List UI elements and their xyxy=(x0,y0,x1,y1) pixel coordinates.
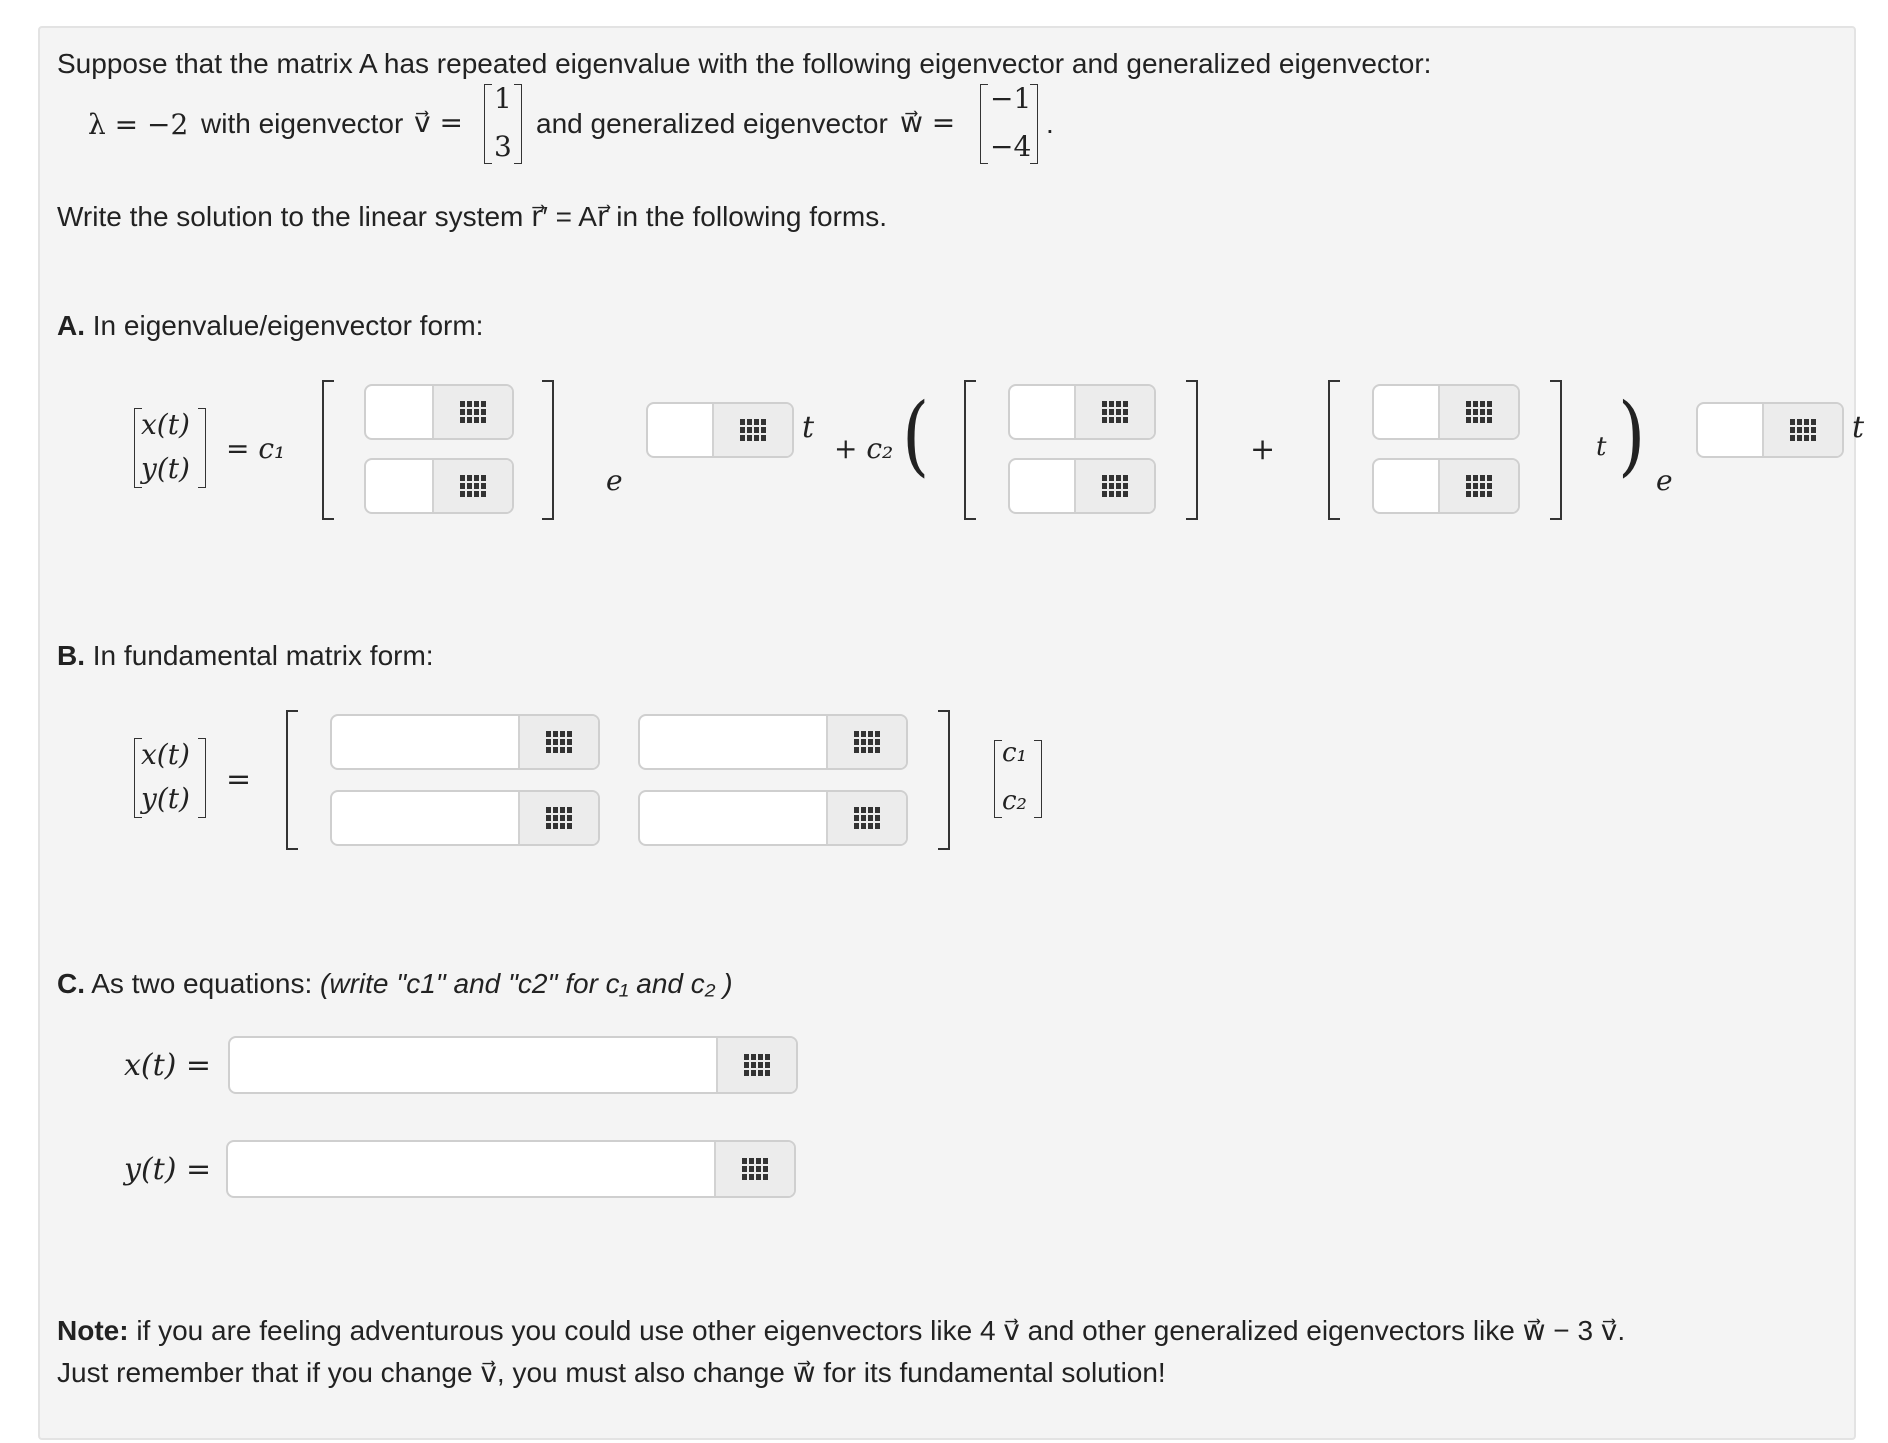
a-e-2: e xyxy=(1656,464,1673,497)
a-vec3-top-field[interactable] xyxy=(1372,384,1520,440)
v-vector-symbol: v⃗ = xyxy=(414,106,463,139)
intro-line-1: Suppose that the matrix A has repeated eigenvalue with the following eigenvector and generalized eigenvector: xyxy=(57,48,1432,79)
keyboard-button[interactable] xyxy=(826,792,906,844)
v-entry-2: 3 xyxy=(494,130,512,163)
a-lhs-y: y(t) xyxy=(141,452,190,485)
keyboard-button[interactable] xyxy=(1762,404,1842,456)
c-y-label: y(t) = xyxy=(124,1152,212,1187)
b-m22-input[interactable] xyxy=(640,792,832,844)
a-lhs-bracket-right xyxy=(198,408,206,488)
note-line-1: Note: if you are feeling adventurous you could use other eigenvectors like 4 v⃗ and other generalized eigenvectors like w⃗ − 3 v⃗. xyxy=(57,1315,1626,1346)
a-vec2-bottom-field[interactable] xyxy=(1008,458,1156,514)
b-m21-field[interactable] xyxy=(330,790,600,846)
w-entry-1: −1 xyxy=(990,82,1032,115)
grid-keyboard-icon xyxy=(740,419,766,441)
w-vector-symbol: w⃗ = xyxy=(900,106,956,139)
c-x-field[interactable] xyxy=(228,1036,798,1094)
a-vec2-bottom-input[interactable] xyxy=(1010,460,1080,512)
a-exp2-field[interactable] xyxy=(1696,402,1844,458)
b-lhs-bracket-right xyxy=(198,738,206,818)
v-bracket-left xyxy=(484,84,492,164)
w-bracket-right xyxy=(1030,84,1038,164)
lambda-expression: λ = −2 xyxy=(88,108,189,141)
a-paren-right: ) xyxy=(1618,383,1646,487)
a-vec3-bottom-field[interactable] xyxy=(1372,458,1520,514)
keyboard-button[interactable] xyxy=(716,1038,796,1092)
b-lhs-y: y(t) xyxy=(141,782,190,815)
a-vec1-bracket-left xyxy=(322,380,334,520)
b-eq: = xyxy=(226,762,252,797)
a-t-2: t xyxy=(1852,410,1865,445)
b-c2: c₂ xyxy=(1002,786,1027,816)
b-m12-field[interactable] xyxy=(638,714,908,770)
grid-keyboard-icon xyxy=(854,731,880,753)
a-vec3-bracket-left xyxy=(1328,380,1340,520)
grid-keyboard-icon xyxy=(854,807,880,829)
keyboard-button[interactable] xyxy=(432,460,512,512)
a-vec3-bracket-right xyxy=(1550,380,1562,520)
c-x-input[interactable] xyxy=(230,1038,722,1092)
a-e-1: e xyxy=(606,464,623,497)
keyboard-button[interactable] xyxy=(1074,460,1154,512)
part-b-heading: B. In fundamental matrix form: xyxy=(57,640,434,671)
b-m22-field[interactable] xyxy=(638,790,908,846)
keyboard-button[interactable] xyxy=(826,716,906,768)
b-matrix-bracket-left xyxy=(286,710,298,850)
a-vec2-top-input[interactable] xyxy=(1010,386,1080,438)
part-c-heading: C. As two equations: (write "c1" and "c2" for c₁ and c₂ ) xyxy=(57,968,733,999)
b-matrix-bracket-right xyxy=(938,710,950,850)
grid-keyboard-icon xyxy=(1102,475,1128,497)
a-vec2-top-field[interactable] xyxy=(1008,384,1156,440)
note-line-2: Just remember that if you change v⃗, you must also change w⃗ for its fundamental solution! xyxy=(57,1357,1166,1388)
part-a-heading: A. In eigenvalue/eigenvector form: xyxy=(57,310,484,341)
w-bracket-left xyxy=(980,84,988,164)
a-lhs-x: x(t) xyxy=(141,408,190,441)
grid-keyboard-icon xyxy=(744,1054,770,1076)
c-x-label: x(t) = xyxy=(124,1048,212,1083)
grid-keyboard-icon xyxy=(1466,401,1492,423)
grid-keyboard-icon xyxy=(742,1158,768,1180)
c-y-input[interactable] xyxy=(228,1142,720,1196)
b-m11-field[interactable] xyxy=(330,714,600,770)
a-vec1-bottom-input[interactable] xyxy=(366,460,438,512)
grid-keyboard-icon xyxy=(460,475,486,497)
a-exp1-input[interactable] xyxy=(648,404,718,456)
grid-keyboard-icon xyxy=(1102,401,1128,423)
b-c-bracket-right xyxy=(1034,740,1042,818)
a-paren-left: ( xyxy=(902,383,930,487)
a-eq-c1: = c₁ xyxy=(226,432,286,465)
grid-keyboard-icon xyxy=(546,731,572,753)
keyboard-button[interactable] xyxy=(518,716,598,768)
v-bracket-right xyxy=(514,84,522,164)
b-m12-input[interactable] xyxy=(640,716,832,768)
v-entry-1: 1 xyxy=(494,82,512,115)
keyboard-button[interactable] xyxy=(518,792,598,844)
a-vec1-top-input[interactable] xyxy=(366,386,438,438)
grid-keyboard-icon xyxy=(1466,475,1492,497)
a-t-small: t xyxy=(1596,432,1607,462)
grid-keyboard-icon xyxy=(460,401,486,423)
keyboard-button[interactable] xyxy=(712,404,792,456)
grid-keyboard-icon xyxy=(546,807,572,829)
intro-period: . xyxy=(1046,108,1054,139)
a-plus: + xyxy=(1250,432,1276,467)
a-vec1-bottom-field[interactable] xyxy=(364,458,514,514)
b-c-bracket-left xyxy=(994,740,1002,818)
keyboard-button[interactable] xyxy=(1438,386,1518,438)
with-eigenvector-label: with eigenvector xyxy=(201,108,404,139)
w-entry-2: −4 xyxy=(990,130,1032,163)
b-c1: c₁ xyxy=(1002,738,1027,768)
keyboard-button[interactable] xyxy=(714,1142,794,1196)
and-generalized-label: and generalized eigenvector xyxy=(536,108,888,139)
a-t-1: t xyxy=(802,410,815,445)
a-vec1-top-field[interactable] xyxy=(364,384,514,440)
keyboard-button[interactable] xyxy=(1074,386,1154,438)
a-vec2-bracket-right xyxy=(1186,380,1198,520)
b-m21-input[interactable] xyxy=(332,792,524,844)
b-lhs-x: x(t) xyxy=(141,738,190,771)
a-exp1-field[interactable] xyxy=(646,402,794,458)
keyboard-button[interactable] xyxy=(1438,460,1518,512)
a-vec2-bracket-left xyxy=(964,380,976,520)
b-m11-input[interactable] xyxy=(332,716,524,768)
a-plus-c2: + c₂ xyxy=(834,432,894,465)
a-vec3-bottom-input[interactable] xyxy=(1374,460,1444,512)
a-exp2-input[interactable] xyxy=(1698,404,1768,456)
grid-keyboard-icon xyxy=(1790,419,1816,441)
c-y-field[interactable] xyxy=(226,1140,796,1198)
a-vec3-top-input[interactable] xyxy=(1374,386,1444,438)
keyboard-button[interactable] xyxy=(432,386,512,438)
instruction-text: Write the solution to the linear system r⃗′ = Ar⃗ in the following forms. xyxy=(57,201,888,232)
a-vec1-bracket-right xyxy=(542,380,554,520)
